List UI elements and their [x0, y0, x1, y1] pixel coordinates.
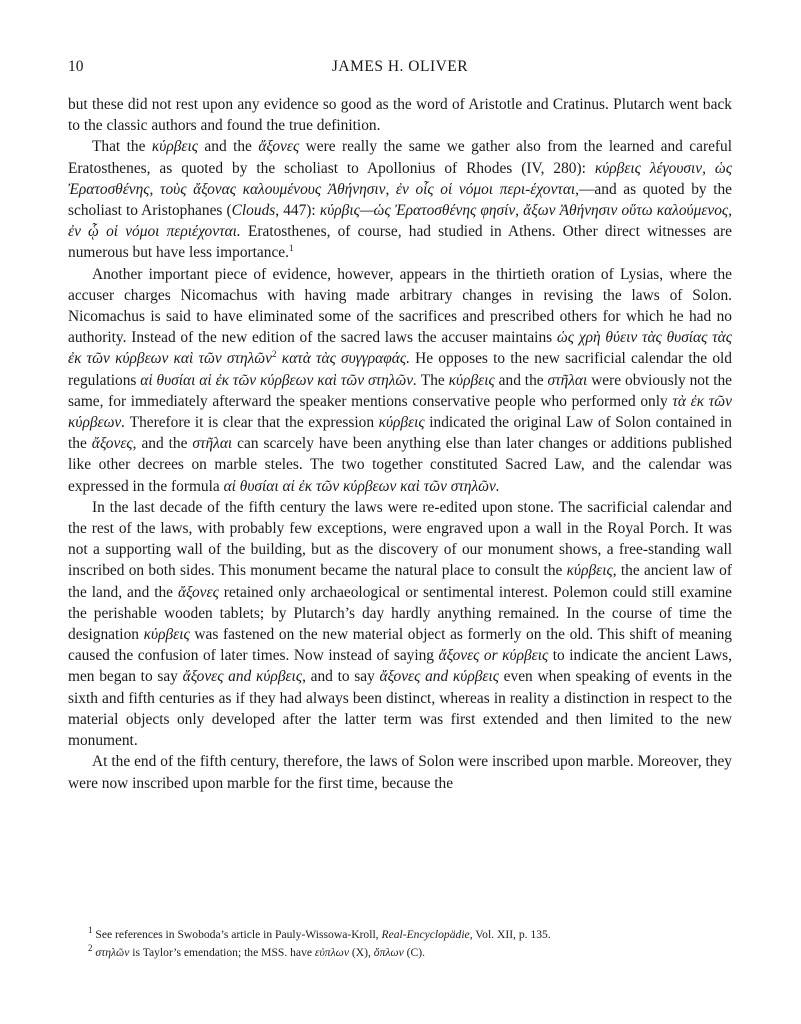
italic-text: τὰ ἐκ τῶν κύρβεων. — [68, 392, 732, 432]
body-text — [68, 94, 732, 794]
italic-text: κατὰ τὰς συγγραφάς. — [281, 350, 410, 368]
italic-text: κύρβεις λέγουσιν, ὡς Ἐρατοσθένης, τοὺς ἄξονας καλουμένους Ἀθήνησιν, ἐν οἷς οἱ νόμοι περι-έχονται, — [68, 159, 732, 198]
text-run: , 447): — [275, 202, 320, 220]
footnote — [68, 926, 732, 944]
footnote-marker: 2 — [272, 349, 277, 360]
footnote — [68, 944, 732, 962]
text-run: In the last decade of the fifth century the laws were re-edited upon stone. The sacrificial calendar and the rest of the laws, with probably few exceptions, were engraved upon a wall in the Royal Porch. It was not a supporting wall of the building, but as the discovery of our monument shows, a free-standing wall inscribed on both sides. This monument became the natural place to consult the — [68, 498, 732, 580]
text-run: , and the — [132, 435, 193, 453]
text-run: , and to say — [302, 668, 380, 686]
footnotes — [68, 926, 732, 962]
running-title: JAMES H. OLIVER — [331, 58, 469, 75]
page-number: 10 — [68, 58, 84, 75]
footnote-marker: 2 — [88, 943, 93, 954]
italic-text: κύρβεις — [151, 138, 198, 156]
italic-text: κύρβεις — [378, 414, 425, 432]
text-run: (X), — [348, 946, 374, 959]
italic-text: ἄξονες and κύρβεις — [182, 668, 303, 686]
paragraph — [68, 751, 732, 793]
text-run: indicated the original Law of Solon contained in the — [68, 414, 733, 453]
italic-text: Real-Encyclopädie — [381, 928, 470, 941]
text-run: Therefore it is clear that the expression — [125, 414, 379, 432]
text-run: Eratosthenes, of course, had studied in Athens. Other direct witnesses are numerous but have less importance. — [68, 223, 732, 262]
text-run: were really the same we gather also from the learned and careful Eratosthenes, as quoted by the scholiast to Apollonius of Rhodes (IV, 280): — [68, 138, 732, 177]
italic-text: αἱ θυσίαι αἱ ἐκ τῶν κύρβεων καὶ τῶν στηλῶν. — [223, 477, 500, 495]
text-run: The — [416, 371, 449, 389]
italic-text: κύρβις—ὡς Ἐρατοσθένης φησίν, ἄξων Ἀθήνησιν οὕτω καλούμενος, ἐν ᾧ οἱ νόμοι περιέχονται. — [68, 202, 733, 241]
italic-text: ἄξονες or κύρβεις — [438, 647, 549, 665]
italic-text: στηλῶν — [95, 946, 130, 959]
text-run: He opposes to the new sacrificial calendar the old regulations — [68, 350, 732, 389]
text-run: even when speaking of events in the sixth and fifth centuries as if they had always been distinct, whereas in reality a distinction in respect to the material objects only developed after the latter term was first extended and then limited to the new monument. — [68, 668, 732, 750]
paragraph — [68, 264, 732, 497]
text-run: was fastened on the new material object as formerly on the old. This shift of meaning caused the confusion of later times. Now instead of saying — [68, 626, 732, 665]
text-run: can scarcely have been anything else than later changes or additions published like other decrees on marble steles. The two together constituted Sacred Law, and the calendar was expressed in the formula — [68, 435, 732, 495]
italic-text: στῆλαι — [192, 435, 233, 453]
italic-text: ὅπλων — [373, 946, 404, 959]
text-run: and the — [197, 138, 259, 156]
italic-text: Clouds — [231, 202, 276, 220]
text-run: See references in Swoboda’s article in Pauly-Wissowa-Kroll, — [92, 928, 382, 941]
text-run: , the ancient law of the land, and the — [68, 562, 732, 601]
text-run: were obviously not the same, for immediately afterward the speaker mentions conservative people who performed only — [68, 371, 732, 410]
italic-text: εὐπλων — [314, 946, 349, 959]
italic-text: κύρβεις — [448, 371, 495, 389]
paragraph — [68, 136, 732, 263]
paragraph — [68, 497, 732, 751]
italic-text: αἱ θυσίαι αἱ ἐκ τῶν κύρβεων καὶ τῶν στηλῶν. — [140, 371, 417, 389]
footnote-marker: 1 — [88, 925, 93, 936]
italic-text: κύρβεις — [143, 626, 190, 644]
italic-text: ἄξονες — [177, 583, 219, 601]
italic-text: στῆλαι — [547, 371, 588, 389]
italic-text: ἄξονες — [91, 435, 133, 453]
footnote-marker: 1 — [288, 243, 294, 254]
italic-text: κύρβεις — [566, 562, 613, 580]
italic-text: ἄξονες and κύρβεις — [379, 668, 499, 686]
text-run: That the — [92, 138, 152, 156]
italic-text: ἄξονες — [258, 138, 300, 156]
text-run: is Taylor’s emendation; the MSS. have — [129, 946, 315, 959]
text-run: At the end of the fifth century, therefore, the laws of Solon were inscribed upon marble. Moreover, they were now inscribed upon marble for the first time, because the — [68, 753, 732, 792]
text-run: retained only archaeological or sentimental interest. Polemon could still examine the perishable wooden tablets; by Plutarch’s day hardly anything remained. In the course of time the designation — [68, 583, 732, 644]
text-run: Another important piece of evidence, however, appears in the thirtieth oration of Lysias, where the accuser charges Nicomachus with having made arbitrary changes in revising the laws of Solon. Nicomachus is said to have eliminated some of the sacrifices and prescribed others for which he had no authority. Instead of the new edition of the sacred laws the accuser maintains — [68, 265, 732, 347]
page — [68, 58, 732, 794]
running-head — [68, 58, 732, 84]
text-run: —and as quoted by the scholiast to Aristophanes ( — [68, 180, 733, 220]
text-run: (C). — [403, 946, 426, 959]
italic-text: ὡς χρὴ θύειν τὰς θυσίας τὰς ἐκ τῶν κύρβεων καὶ τῶν στηλῶν — [68, 329, 732, 368]
text-run: but these did not rest upon any evidence so good as the word of Aristotle and Cratinus. Plutarch went back to the classic authors and found the true definition. — [68, 96, 732, 135]
paragraph — [68, 94, 732, 136]
text-run: to indicate the ancient Laws, men began to say — [68, 647, 732, 686]
text-run: and the — [494, 371, 548, 389]
text-run: , Vol. XII, p. 135. — [469, 928, 551, 941]
